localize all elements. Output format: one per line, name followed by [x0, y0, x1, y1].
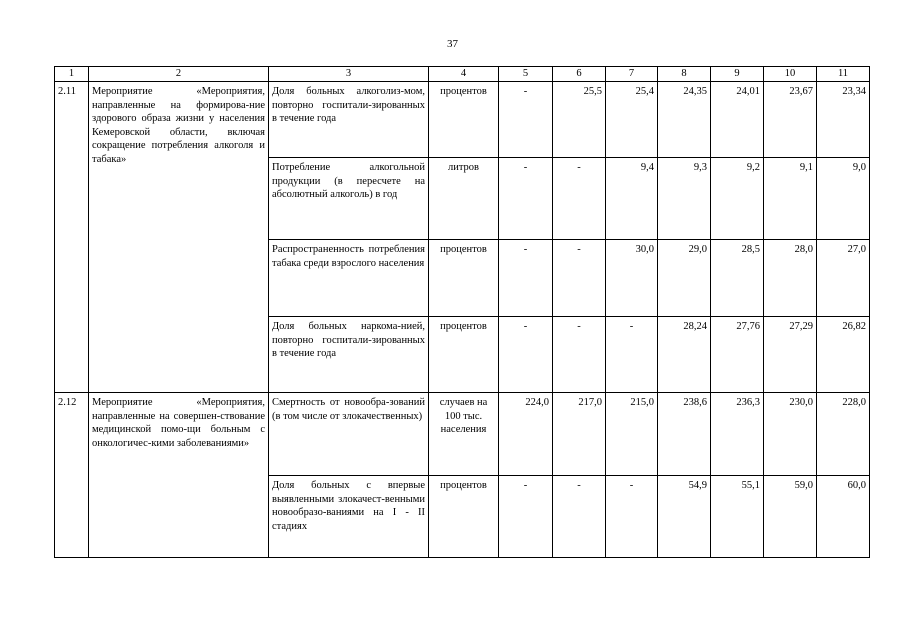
value-cell: 28,5	[711, 240, 764, 317]
header-cell: 11	[817, 67, 870, 82]
value-cell: 24,01	[711, 82, 764, 158]
indicator-unit: процентов	[429, 317, 499, 393]
value-cell: 238,6	[658, 393, 711, 476]
value-cell: 24,35	[658, 82, 711, 158]
value-cell: 25,5	[553, 82, 606, 158]
header-row	[55, 67, 870, 82]
value-cell: -	[553, 240, 606, 317]
value-cell: 28,24	[658, 317, 711, 393]
value-cell: 23,67	[764, 82, 817, 158]
table-row	[55, 82, 870, 158]
indicator-unit: случаев на 100 тыс. населения	[429, 393, 499, 476]
page-number: 37	[447, 38, 458, 50]
section-event: Мероприятие «Мероприятия, направленные на формирова-ние здорового образа жизни у населения Кемеровской области, включая сокращение потребления алкоголя и табака»	[89, 82, 269, 393]
header-cell: 10	[764, 67, 817, 82]
value-cell: 9,2	[711, 158, 764, 240]
value-cell: -	[499, 476, 553, 558]
value-cell: 27,76	[711, 317, 764, 393]
value-cell: 230,0	[764, 393, 817, 476]
value-cell: 30,0	[606, 240, 658, 317]
indicators-table	[54, 66, 870, 558]
value-cell: 60,0	[817, 476, 870, 558]
value-cell: 28,0	[764, 240, 817, 317]
value-cell: -	[606, 476, 658, 558]
value-cell: 55,1	[711, 476, 764, 558]
value-cell: 25,4	[606, 82, 658, 158]
table-row	[55, 393, 870, 476]
value-cell: 9,3	[658, 158, 711, 240]
header-cell: 2	[89, 67, 269, 82]
indicator-unit: процентов	[429, 476, 499, 558]
header-cell: 3	[269, 67, 429, 82]
header-cell: 8	[658, 67, 711, 82]
value-cell: 23,34	[817, 82, 870, 158]
value-cell: 27,29	[764, 317, 817, 393]
value-cell: 236,3	[711, 393, 764, 476]
value-cell: 29,0	[658, 240, 711, 317]
header-cell: 9	[711, 67, 764, 82]
header-cell: 4	[429, 67, 499, 82]
value-cell: -	[499, 317, 553, 393]
value-cell: 217,0	[553, 393, 606, 476]
value-cell: -	[553, 317, 606, 393]
value-cell: -	[499, 158, 553, 240]
indicator-name: Доля больных наркома-нией, повторно госпитали-зированных в течение года	[269, 317, 429, 393]
indicator-name: Потребление алкогольной продукции (в пересчете на абсолютный алкоголь) в год	[269, 158, 429, 240]
value-cell: -	[553, 476, 606, 558]
value-cell: 59,0	[764, 476, 817, 558]
value-cell: -	[499, 240, 553, 317]
value-cell: 27,0	[817, 240, 870, 317]
indicator-unit: литров	[429, 158, 499, 240]
value-cell: 215,0	[606, 393, 658, 476]
value-cell: -	[553, 158, 606, 240]
section-event: Мероприятие «Мероприятия, направленные на совершен-ствование медицинской помо-щи больным с онкологичес-кими заболеваниями»	[89, 393, 269, 558]
value-cell: -	[606, 317, 658, 393]
value-cell: 224,0	[499, 393, 553, 476]
indicator-name: Смертность от новообра-зований (в том числе от злокачественных)	[269, 393, 429, 476]
indicator-name: Доля больных алкоголиз-мом, повторно госпитали-зированных в течение года	[269, 82, 429, 158]
value-cell: 9,4	[606, 158, 658, 240]
indicator-name: Доля больных с впервые выявленными злокачест-венными новообразо-ваниями на I - II стадиях	[269, 476, 429, 558]
value-cell: 228,0	[817, 393, 870, 476]
value-cell: 9,1	[764, 158, 817, 240]
header-cell: 6	[553, 67, 606, 82]
indicator-unit: процентов	[429, 82, 499, 158]
header-cell: 7	[606, 67, 658, 82]
section-number: 2.12	[55, 393, 89, 558]
value-cell: -	[499, 82, 553, 158]
indicator-unit: процентов	[429, 240, 499, 317]
value-cell: 9,0	[817, 158, 870, 240]
header-cell: 1	[55, 67, 89, 82]
value-cell: 26,82	[817, 317, 870, 393]
section-number: 2.11	[55, 82, 89, 393]
value-cell: 54,9	[658, 476, 711, 558]
indicator-name: Распространенность потребления табака среди взрослого населения	[269, 240, 429, 317]
header-cell: 5	[499, 67, 553, 82]
